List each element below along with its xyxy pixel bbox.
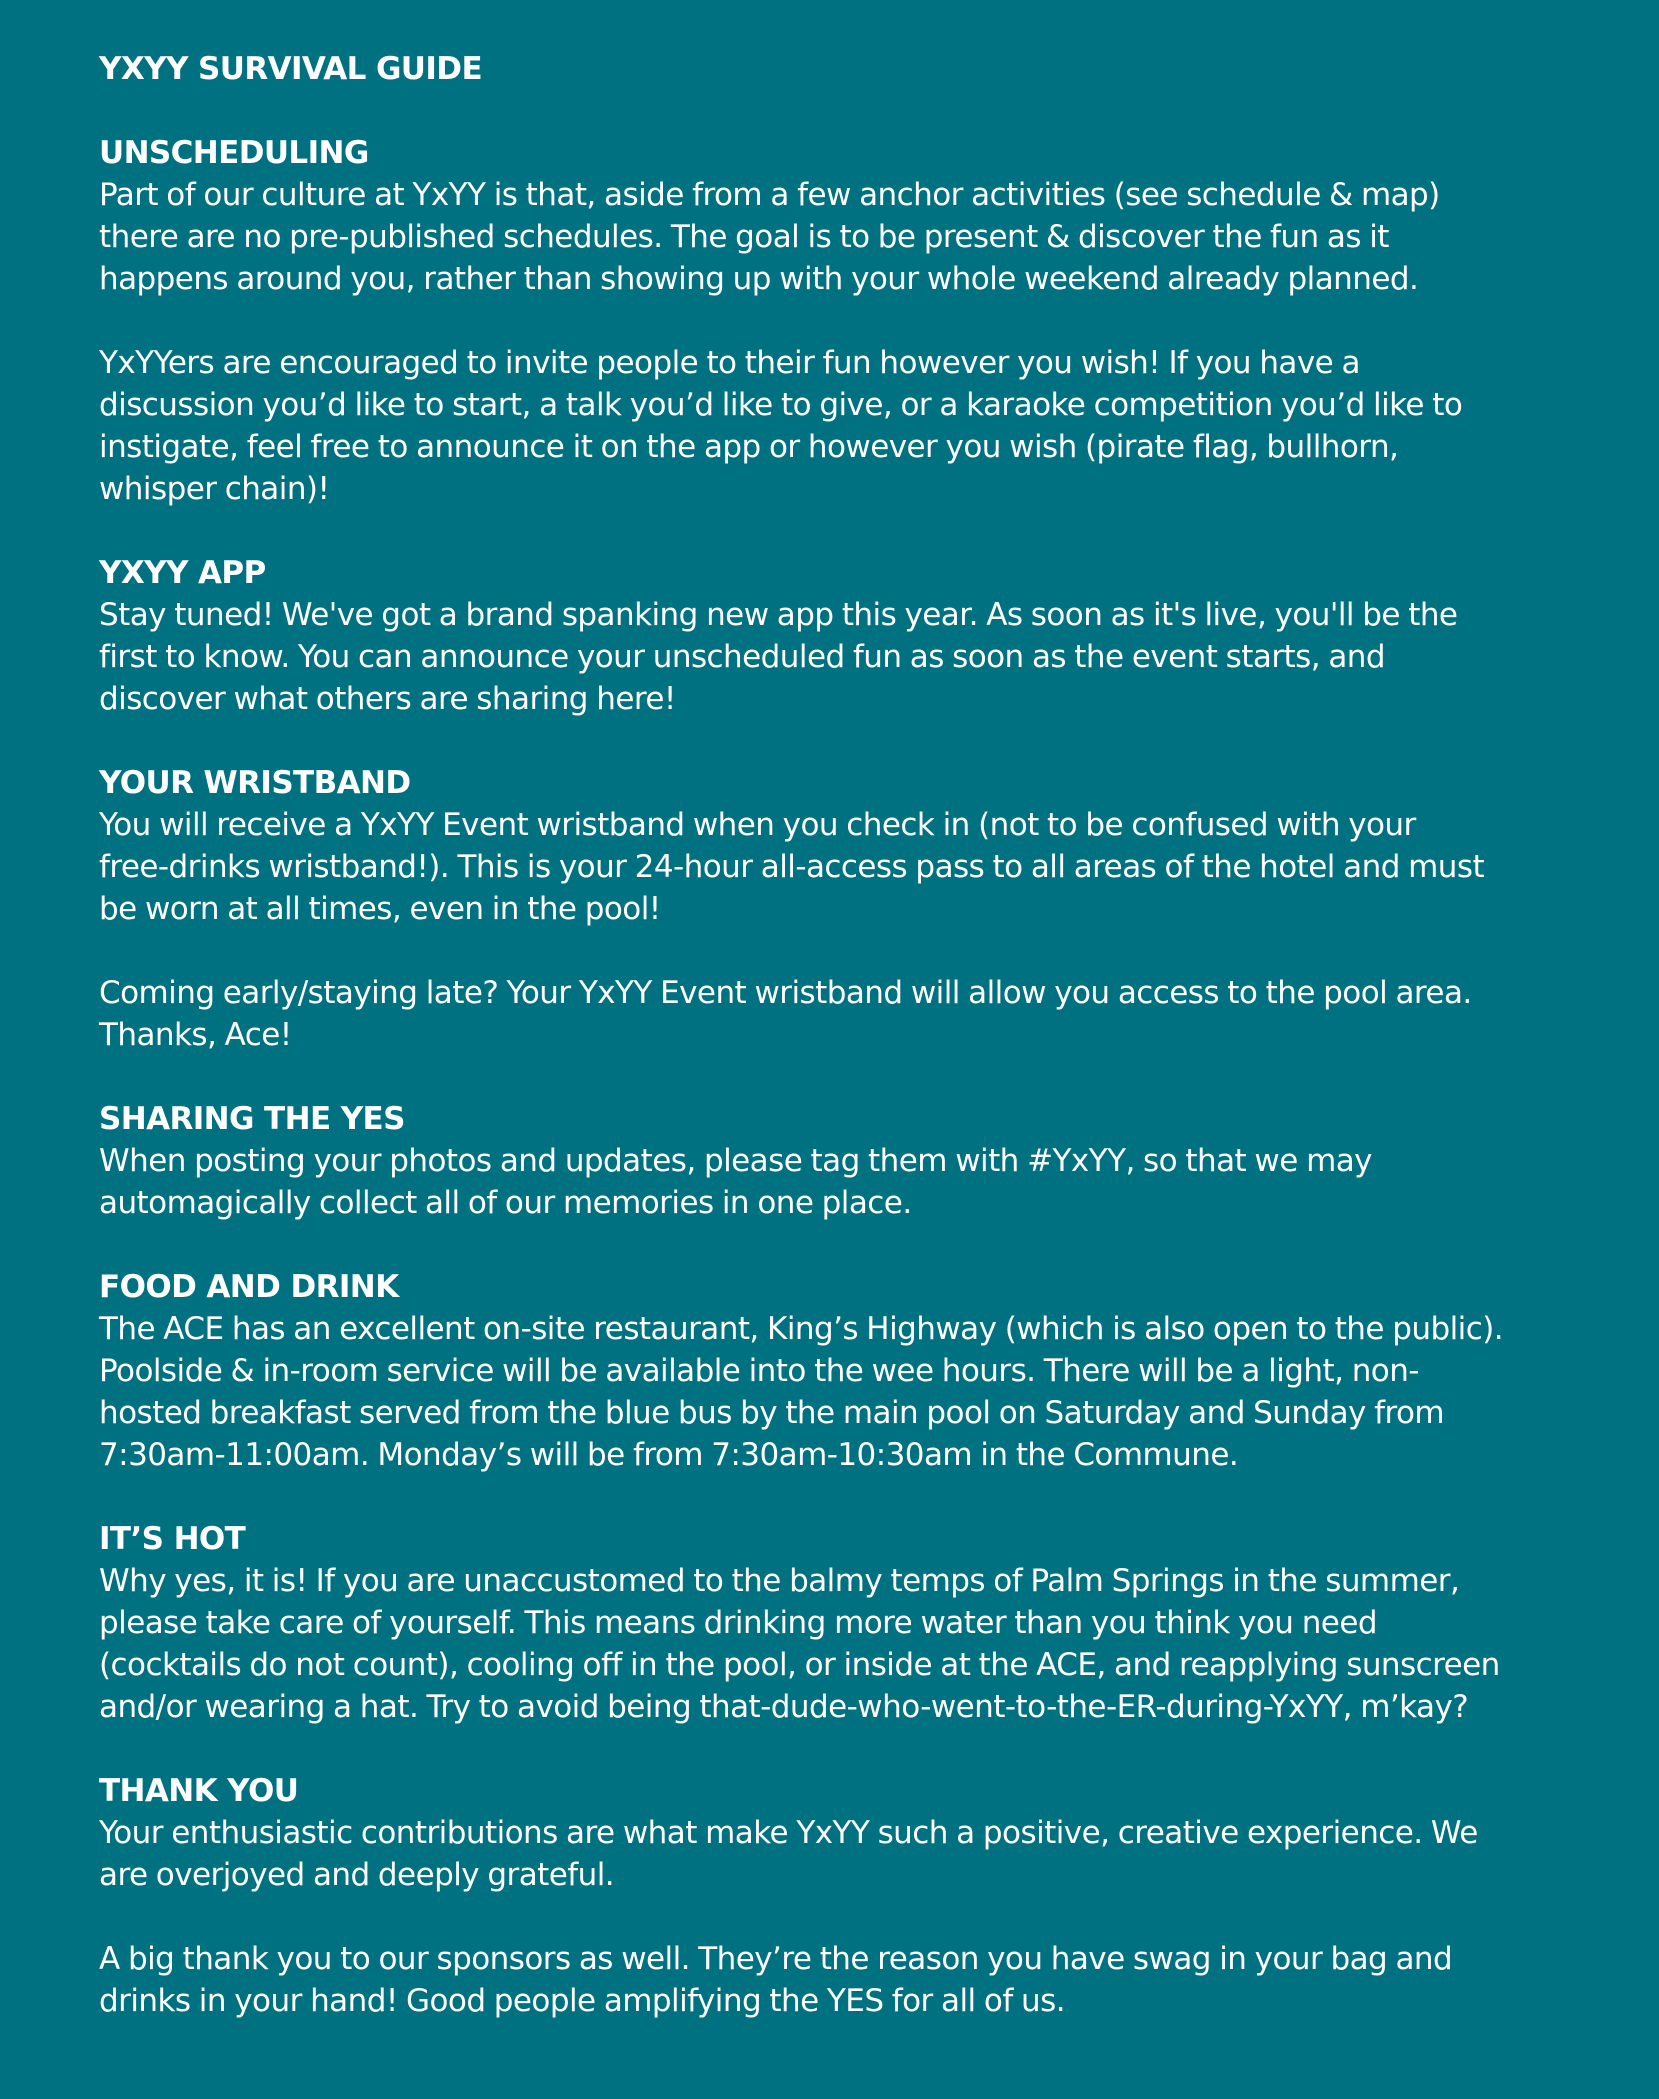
paragraph [99,804,1599,930]
section-sharing-the-yes [99,1098,1599,1224]
paragraph-line: hosted breakfast served from the blue bus by the main pool on Saturday and Sunday from [99,1395,1445,1431]
paragraph-line: When posting your photos and updates, please tag them with #YxYY, so that we may [99,1143,1372,1179]
paragraph-line: Poolside & in-room service will be available into the wee hours. There will be a light, non- [99,1353,1419,1389]
paragraph-line: You will receive a YxYY Event wristband when you check in (not to be confused with your [99,807,1416,843]
paragraph-line: whisper chain)! [99,471,330,507]
paragraph-line: Coming early/staying late? Your YxYY Event wristband will allow you access to the pool area. [99,975,1472,1011]
paragraph [99,1560,1599,1728]
paragraph-line: Why yes, it is! If you are unaccustomed to the balmy temps of Palm Springs in the summer, [99,1563,1460,1599]
paragraph [99,972,1599,1056]
paragraph [99,594,1599,720]
section-it-s-hot [99,1518,1599,1728]
paragraph-line: automagically collect all of our memories in one place. [99,1185,912,1221]
paragraph-line: discussion you’d like to start, a talk you’d like to give, or a karaoke competition you’d like to [99,387,1463,423]
section-your-wristband [99,762,1599,1056]
section-heading: THANK YOU [99,1773,299,1809]
paragraph-line: please take care of yourself. This means drinking more water than you think you need [99,1605,1377,1641]
paragraph-line: Stay tuned! We've got a brand spanking new app this year. As soon as it's live, you'll be the [99,597,1458,633]
paragraph-line: there are no pre-published schedules. The goal is to be present & discover the fun as it [99,219,1389,255]
section-heading: SHARING THE YES [99,1101,405,1137]
section-heading: YOUR WRISTBAND [99,765,411,801]
section-yxyy-app [99,552,1599,720]
paragraph-line: happens around you, rather than showing up with your whole weekend already planned. [99,261,1419,297]
paragraph-line: Part of our culture at YxYY is that, aside from a few anchor activities (see schedule & map) [99,177,1440,213]
guide-sections [99,132,1599,2022]
paragraph [99,342,1599,510]
paragraph-line: A big thank you to our sponsors as well. They’re the reason you have swag in your bag and [99,1941,1453,1977]
paragraph-line: are overjoyed and deeply grateful. [99,1857,615,1893]
paragraph [99,174,1599,300]
paragraph-line: Thanks, Ace! [99,1017,292,1053]
paragraph-line: instigate, feel free to announce it on the app or however you wish (pirate flag, bullhorn, [99,429,1399,465]
paragraph-line: The ACE has an excellent on-site restaurant, King’s Highway (which is also open to the public). [99,1311,1504,1347]
paragraph-line: free-drinks wristband!). This is your 24-hour all-access pass to all areas of the hotel and must [99,849,1485,885]
paragraph-line: (cocktails do not count), cooling off in the pool, or inside at the ACE, and reapplying sunscreen [99,1647,1500,1683]
section-unscheduling [99,132,1599,510]
paragraph [99,1308,1599,1476]
paragraph-line: drinks in your hand! Good people amplifying the YES for all of us. [99,1983,1066,2019]
section-heading: YXYY APP [99,555,266,591]
paragraph-line: 7:30am-11:00am. Monday’s will be from 7:30am-10:30am in the Commune. [99,1437,1239,1473]
section-thank-you [99,1770,1599,2022]
paragraph-line: first to know. You can announce your unscheduled fun as soon as the event starts, and [99,639,1386,675]
paragraph [99,1812,1599,1896]
paragraph-line: be worn at all times, even in the pool! [99,891,661,927]
paragraph-line: and/or wearing a hat. Try to avoid being that-dude-who-went-to-the-ER-during-YxYY, m’kay? [99,1689,1469,1725]
section-heading: FOOD AND DRINK [99,1269,399,1305]
paragraph-line: Your enthusiastic contributions are what make YxYY such a positive, creative experience. We [99,1815,1478,1851]
paragraph-line: YxYYers are encouraged to invite people to their fun however you wish! If you have a [99,345,1360,381]
paragraph [99,1938,1599,2022]
document-title: YXYY SURVIVAL GUIDE [99,51,483,87]
section-heading: IT’S HOT [99,1521,246,1557]
paragraph-line: discover what others are sharing here! [99,681,676,717]
section-heading: UNSCHEDULING [99,135,369,171]
paragraph [99,1140,1599,1224]
section-food-and-drink [99,1266,1599,1476]
